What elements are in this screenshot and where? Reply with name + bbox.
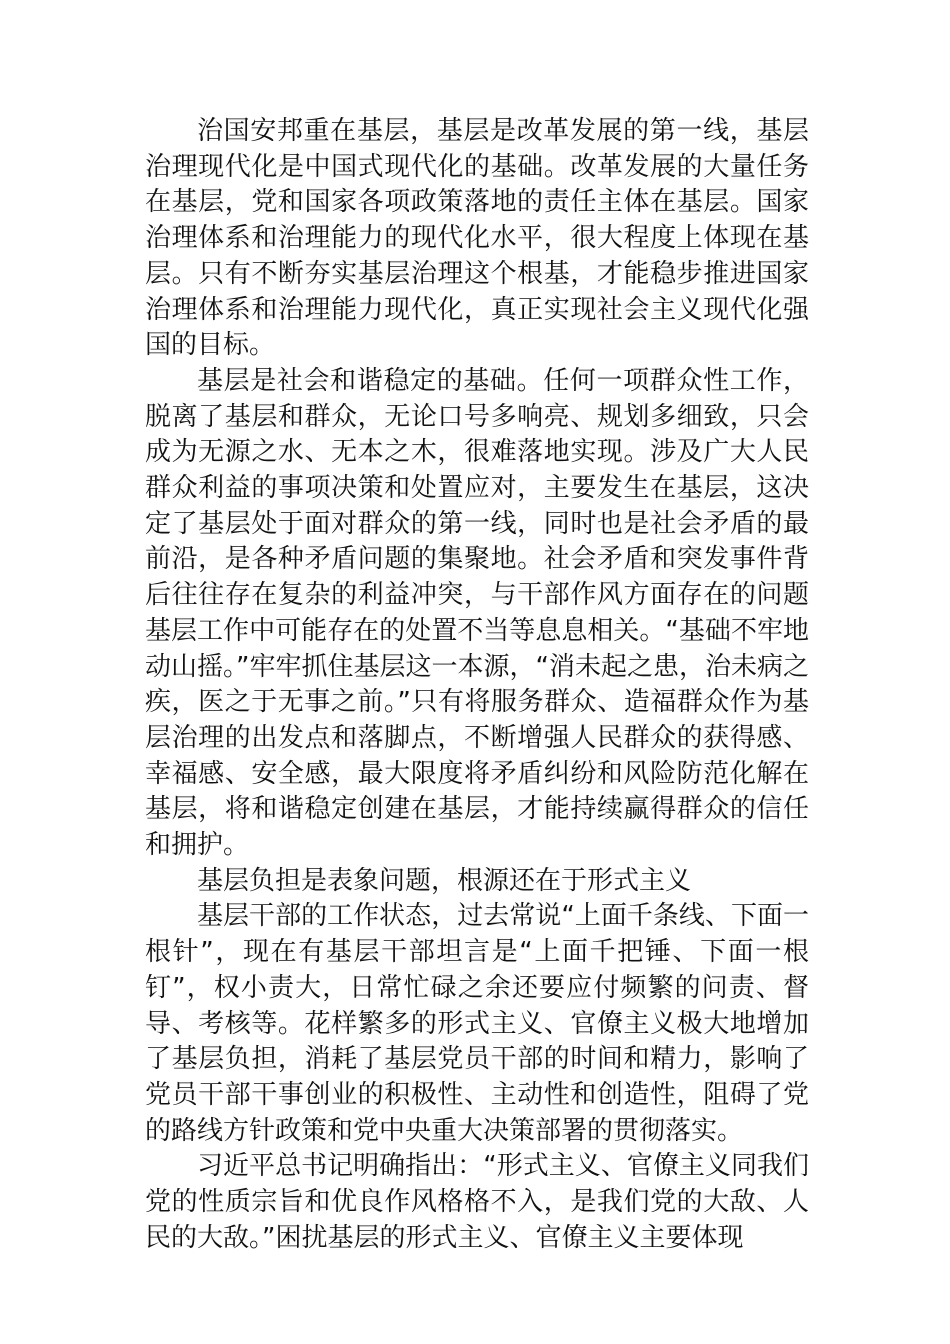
paragraph-social-harmony: 基层是社会和谐稳定的基础。任何一项群众性工作，脱离了基层和群众，无论口号多响亮、规划多细致，只会成为无源之水、无本之木，很难落地实现。涉及广大人民群众利益的事项决策和处置应对，主要发生在基层，这决定了基层处于面对群众的第一线，同时也是社会矛盾的最前沿，是各种矛盾问题的集聚地。社会矛盾和突发事件背后往往存在复杂的利益冲突，与干部作风方面存在的问题基层工作中可能存在的处置不当等息息相关。“基础不牢地动山摇。”牢牢抓住基层这一本源，“消未起之患，治未病之疾，医之于无事之前。”只有将服务群众、造福群众作为基层治理的出发点和落脚点，不断增强人民群众的获得感、幸福感、安全感，最大限度将矛盾纠纷和风险防范化解在基层，将和谐稳定创建在基层，才能持续赢得群众的信任和拥护。 [145, 365, 809, 861]
section-heading-formalism: 基层负担是表象问题，根源还在于形式主义 [197, 865, 692, 896]
paragraph-grassroots-governance: 治国安邦重在基层，基层是改革发展的第一线，基层治理现代化是中国式现代化的基础。改革发展的大量任务在基层，党和国家各项政策落地的责任主体在基层。国家治理体系和治理能力的现代化水平，很大程度上体现在基层。只有不断夯实基层治理这个根基，才能稳步推进国家治理体系和治理能力现代化，真正实现社会主义现代化强国的目标。 [145, 116, 809, 361]
document-body [145, 114, 809, 1257]
paragraph-xi-quote: 习近平总书记明确指出：“形式主义、官僚主义同我们党的性质宗旨和优良作风格格不入，是我们党的大敌、人民的大敌。”困扰基层的形式主义、官僚主义主要体现 [145, 1151, 809, 1253]
paragraph-cadre-burden: 基层干部的工作状态，过去常说“上面千条线、下面一根针”，现在有基层干部坦言是“上面千把锤、下面一根钉”，权小责大，日常忙碌之余还要应付频繁的问责、督导、考核等。花样繁多的形式主义、官僚主义极大地增加了基层负担，消耗了基层党员干部的时间和精力，影响了党员干部干事创业的积极性、主动性和创造性，阻碍了党的路线方针政策和党中央重大决策部署的贯彻落实。 [145, 901, 809, 1146]
